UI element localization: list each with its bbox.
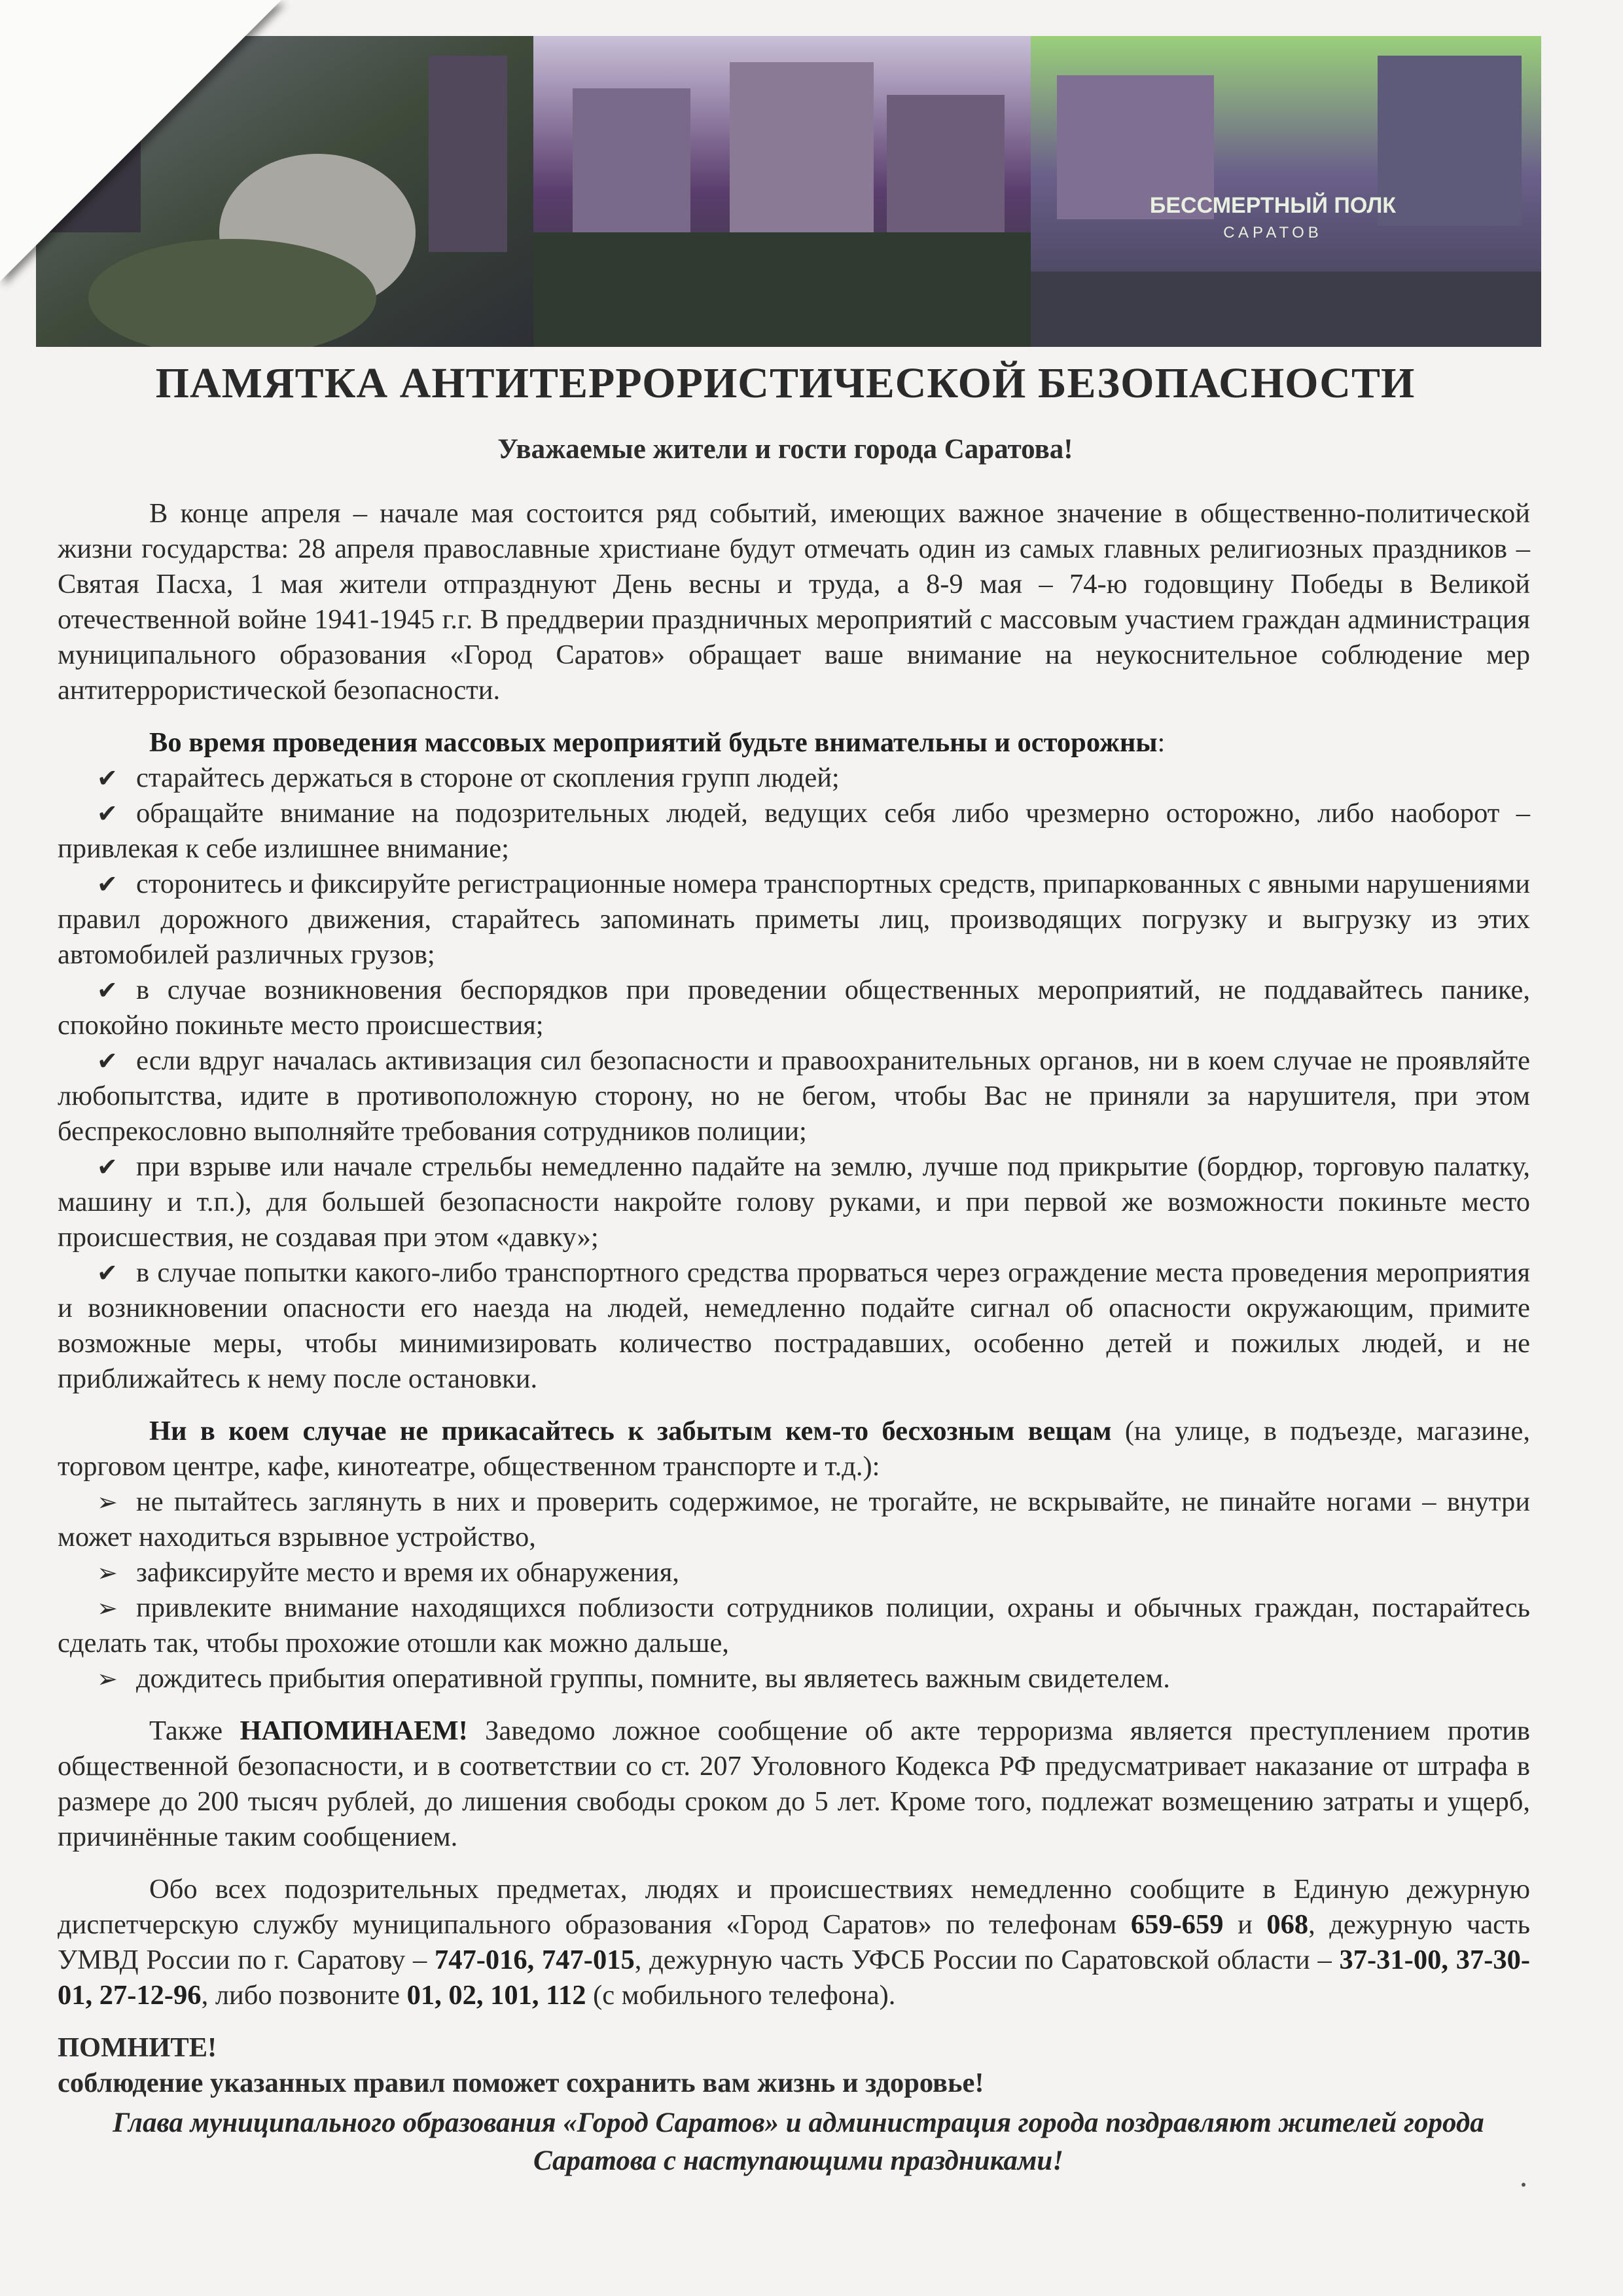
remember-title: ПОМНИТЕ! bbox=[58, 2032, 217, 2063]
list-item bbox=[58, 1255, 1530, 1397]
list-item bbox=[58, 1555, 1530, 1590]
items-heading bbox=[58, 1414, 1530, 1484]
list-item-text: обращайте внимание на подозрительных людей, ведущих себя либо чрезмерно осторожно, либо наоборот – привлекая к себе излишнее внимание; bbox=[58, 798, 1530, 864]
items-section bbox=[58, 1414, 1530, 1696]
arrow-bullet-icon: ➢ bbox=[97, 1488, 118, 1516]
reminder-text: Заведомо ложное сообщение об акте терроризма является преступлением против общественной безопасности, и в соответствии со ст. 207 Уголовного Кодекса РФ предусматривает наказание от штрафа в размере до 200 тысяч рублей, до лишения свободы сроком до 5 лет. Кроме того, подлежат возмещению затраты и ущерб, причинённые таким сообщением. bbox=[58, 1715, 1530, 1852]
list-item-text: дождитесь прибытия оперативной группы, помните, вы являетесь важным свидетелем. bbox=[136, 1663, 1170, 1694]
events-list bbox=[58, 761, 1530, 1397]
list-item bbox=[58, 1661, 1530, 1696]
remember-section bbox=[58, 2030, 1530, 2101]
checkmark-icon: ✔ bbox=[97, 976, 118, 1005]
phones-emergency: 01, 02, 101, 112 bbox=[406, 1980, 586, 2011]
list-item-text: привлеките внимание находящихся поблизости сотрудников полиции, охраны и обычных граждан, постарайтесь сделать так, чтобы прохожие отошли как можно дальше, bbox=[58, 1592, 1530, 1659]
folded-corner bbox=[0, 0, 281, 281]
remember-text: соблюдение указанных правил поможет сохранить вам жизнь и здоровье! bbox=[58, 2068, 984, 2098]
greeting: Уважаемые жители и гости города Саратова! bbox=[497, 434, 1073, 465]
phones-umvd: 747-016, 747-015 bbox=[435, 1945, 635, 1975]
events-heading-end: : bbox=[1157, 727, 1166, 758]
items-heading-bold: Ни в коем случае не прикасайтесь к забытым кем-то бесхозным вещам bbox=[149, 1416, 1112, 1446]
document-body bbox=[58, 496, 1530, 2101]
contacts-text-3: , дежурную часть УФСБ России по Саратовской области – bbox=[634, 1945, 1340, 1975]
reminder-paragraph bbox=[58, 1713, 1530, 1855]
contacts-text-2: , дежурную часть УМВД России по г. Саратову – bbox=[58, 1909, 1530, 1975]
phone-city: 659-659 bbox=[1130, 1909, 1224, 1940]
scan-speck bbox=[1522, 2183, 1525, 2187]
arrow-bullet-icon: ➢ bbox=[97, 1558, 118, 1587]
checkmark-icon: ✔ bbox=[97, 870, 118, 899]
items-list bbox=[58, 1484, 1530, 1696]
reminder-lead: Также bbox=[149, 1715, 240, 1746]
checkmark-icon: ✔ bbox=[97, 1047, 118, 1075]
reminder-bold: НАПОМИНАЕМ! bbox=[240, 1715, 468, 1746]
page-title: ПАМЯТКА АНТИТЕРРОРИСТИЧЕСКОЙ БЕЗОПАСНОСТИ bbox=[155, 359, 1416, 407]
phone-city-2: 068 bbox=[1266, 1909, 1309, 1940]
list-item-text: сторонитесь и фиксируйте регистрационные номера транспортных средств, припаркованных с явными нарушениями правил дорожного движения, старайтесь запоминать приметы лиц, производящих погрузку и выгрузку из этих автомобилей различных грузов; bbox=[58, 869, 1530, 970]
events-section bbox=[58, 725, 1530, 1397]
checkmark-icon: ✔ bbox=[97, 764, 118, 793]
list-item-text: не пытайтесь заглянуть в них и проверить содержимое, не трогайте, не вскрывайте, не пинайте ногами – внутри может находиться взрывное устройство, bbox=[58, 1486, 1530, 1552]
list-item-text: в случае попытки какого-либо транспортного средства прорваться через ограждение места проведения мероприятия и возникновении опасности его наезда на людей, немедленно подайте сигнал об опасности окружающим, примите возможные меры, чтобы минимизировать количество пострадавших, особенно детей и пожилых людей, и не приближайтесь к нему после остановки. bbox=[58, 1257, 1530, 1394]
checkmark-icon: ✔ bbox=[97, 799, 118, 828]
list-item bbox=[58, 1590, 1530, 1661]
list-item-text: зафиксируйте место и время их обнаружения, bbox=[136, 1557, 679, 1588]
contacts-text-5: (с мобильного телефона). bbox=[586, 1980, 896, 2011]
list-item bbox=[58, 1043, 1530, 1149]
checkmark-icon: ✔ bbox=[97, 1153, 118, 1181]
list-item-text: при взрыве или начале стрельбы немедленно падайте на землю, лучше под прикрытие (бордюр, торговую палатку, машину и т.п.), для большей безопасности накройте голову руками, и при первой же возможности покиньте место происшествия, не создавая при этом «давку»; bbox=[58, 1151, 1530, 1253]
events-heading-text: Во время проведения массовых мероприятий будьте внимательны и осторожны bbox=[149, 727, 1158, 758]
phones-fsb: 37-31-00, 37-30-01, 27-12-96 bbox=[58, 1945, 1531, 2011]
reminder-section bbox=[58, 1713, 1530, 1855]
list-item bbox=[58, 1149, 1530, 1255]
banner-sign-line2: САРАТОВ bbox=[1223, 224, 1323, 242]
contacts-text-1: Обо всех подозрительных предметах, людях и происшествиях немедленно сообщите в Единую дежурную диспетчерскую службу муниципального образования «Город Саратов» по телефонам bbox=[58, 1874, 1530, 1940]
contacts-section bbox=[58, 1872, 1530, 2013]
arrow-bullet-icon: ➢ bbox=[97, 1664, 118, 1693]
checkmark-icon: ✔ bbox=[97, 1259, 118, 1287]
list-item bbox=[58, 796, 1530, 867]
list-item bbox=[58, 867, 1530, 973]
list-item-text: старайтесь держаться в стороне от скопления групп людей; bbox=[136, 762, 840, 793]
list-item-text: если вдруг началась активизация сил безопасности и правоохранительных органов, ни в коем случае не проявляйте любопытства, идите в противоположную сторону, но не бегом, чтобы Вас не приняли за нарушителя, при этом беспрекословно выполняйте требования сотрудников полиции; bbox=[58, 1045, 1530, 1147]
arrow-bullet-icon: ➢ bbox=[97, 1594, 118, 1623]
contacts-text-4: , либо позвоните bbox=[201, 1980, 407, 2011]
intro-paragraph: В конце апреля – начале мая состоится ряд событий, имеющих важное значение в общественно-политической жизни государства: 28 апреля православные христиане будут отмечать один из самых главных религиозных праздников – Святая Пасха, 1 мая жители отпразднуют День весны и труда, а 8-9 мая – 74-ю годовщину Победы в Великой отечественной войне 1941-1945 г.г. В преддверии праздничных мероприятий с массовым участием граждан администрация муниципального образования «Город Саратов» обращает ваше внимание на неукоснительное соблюдение мер антитеррористической безопасности. bbox=[58, 498, 1530, 706]
contacts-and: и bbox=[1223, 1909, 1267, 1940]
list-item bbox=[58, 973, 1530, 1043]
list-item-text: в случае возникновения беспорядков при проведении общественных мероприятий, не поддавайтесь панике, спокойно покиньте место происшествия; bbox=[58, 975, 1530, 1041]
contacts-paragraph bbox=[58, 1872, 1530, 2013]
list-item bbox=[58, 1484, 1530, 1555]
closing-greeting: Глава муниципального образования «Город Саратов» и администрация города поздравляют жителей города Саратова с наступающими праздниками! bbox=[113, 2108, 1484, 2176]
events-heading bbox=[58, 725, 1530, 761]
banner-sign-line1: БЕССМЕРТНЫЙ ПОЛК bbox=[1149, 193, 1397, 218]
list-item bbox=[58, 761, 1530, 796]
items-heading-rest: (на улице, в подъезде, магазине, торговом центре, кафе, кинотеатре, общественном транспорте и т.д.): bbox=[58, 1416, 1530, 1482]
